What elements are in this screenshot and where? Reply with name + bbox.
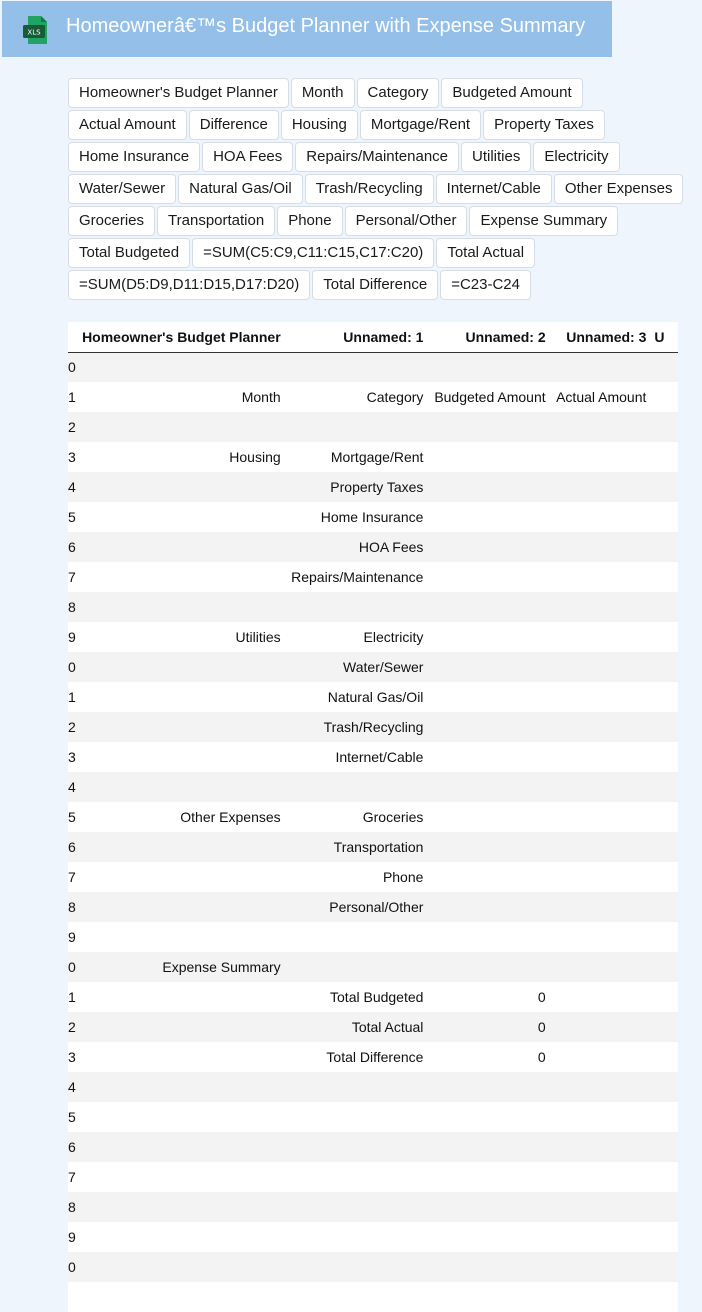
cell[interactable] — [427, 1252, 549, 1282]
table-header-row — [68, 322, 678, 352]
row-index-label: 0 — [68, 359, 76, 376]
cell[interactable] — [78, 652, 285, 682]
cell[interactable]: 0 — [537, 989, 546, 1005]
cell[interactable] — [650, 1012, 678, 1042]
cell[interactable] — [78, 352, 285, 382]
header-chip[interactable]: Category — [357, 78, 440, 108]
cell[interactable]: Groceries — [362, 809, 424, 825]
column-header[interactable]: Unnamed: 3 — [550, 322, 651, 352]
row-index-label: 6 — [68, 1139, 76, 1155]
cell[interactable] — [427, 1282, 549, 1312]
cell[interactable] — [427, 832, 549, 862]
table-row — [68, 982, 678, 1012]
row-index — [68, 982, 78, 1012]
row-index-label: 5 — [68, 809, 76, 825]
cell[interactable] — [427, 532, 549, 562]
table-row — [68, 532, 678, 562]
row-index — [68, 802, 78, 832]
table-row — [68, 772, 678, 802]
cell[interactable] — [285, 412, 428, 442]
table-row — [68, 592, 678, 622]
cell[interactable] — [427, 802, 549, 832]
cell[interactable]: Category — [366, 389, 424, 405]
row-index — [68, 532, 78, 562]
cell[interactable] — [550, 922, 651, 952]
cell[interactable] — [427, 562, 549, 592]
row-index — [68, 592, 78, 622]
cell[interactable] — [550, 442, 651, 472]
row-index — [68, 772, 78, 802]
data-table-panel[interactable] — [68, 322, 678, 1292]
cell[interactable]: Actual Amount — [556, 389, 647, 405]
cell[interactable] — [550, 682, 651, 712]
cell[interactable] — [650, 1162, 678, 1192]
cell[interactable]: Budgeted Amount — [434, 389, 546, 405]
table-row — [68, 1282, 678, 1312]
cell[interactable] — [78, 1192, 285, 1222]
header-chip[interactable]: Actual Amount — [68, 110, 187, 140]
cell[interactable] — [78, 1162, 285, 1192]
cell[interactable] — [285, 1282, 428, 1312]
cell[interactable] — [550, 742, 651, 772]
cell[interactable] — [427, 1102, 549, 1132]
row-index — [68, 412, 78, 442]
header-chip[interactable]: Homeowner's Budget Planner — [68, 78, 289, 108]
cell[interactable] — [550, 1222, 651, 1252]
table-row — [68, 892, 678, 922]
data-table — [68, 322, 678, 1312]
cell[interactable] — [78, 472, 285, 502]
table-row — [68, 1132, 678, 1162]
row-index — [68, 712, 78, 742]
cell[interactable] — [78, 412, 285, 442]
cell[interactable] — [650, 952, 678, 982]
cell[interactable]: Expense Summary — [162, 959, 281, 975]
row-index-label: 7 — [68, 569, 76, 585]
cell[interactable]: Natural Gas/Oil — [327, 689, 424, 705]
cell[interactable] — [427, 742, 549, 772]
row-index-label: 8 — [68, 1199, 76, 1215]
cell[interactable]: Total Budgeted — [330, 989, 424, 1005]
cell[interactable] — [650, 982, 678, 1012]
cell[interactable] — [427, 442, 549, 472]
cell[interactable] — [650, 1222, 678, 1252]
cell[interactable] — [285, 952, 428, 982]
header-chip[interactable]: Total Difference — [312, 270, 438, 300]
table-row — [68, 502, 678, 532]
cell[interactable]: Phone — [382, 869, 424, 885]
cell[interactable] — [427, 922, 549, 952]
row-index-label: 2 — [68, 1019, 76, 1035]
header-chip[interactable]: Electricity — [533, 142, 619, 172]
table-row — [68, 1222, 678, 1252]
row-index-label: 1 — [68, 989, 76, 1005]
header-chip[interactable]: Total Actual — [436, 238, 535, 268]
header-chip[interactable]: Difference — [189, 110, 279, 140]
cell[interactable] — [550, 1132, 651, 1162]
cell[interactable] — [427, 1132, 549, 1162]
table-row — [68, 862, 678, 892]
cell[interactable] — [650, 532, 678, 562]
cell[interactable] — [650, 592, 678, 622]
row-index — [68, 952, 78, 982]
table-row — [68, 1042, 678, 1072]
cell[interactable]: Trash/Recycling — [323, 719, 424, 735]
row-index — [68, 442, 78, 472]
cell[interactable] — [550, 772, 651, 802]
row-index — [68, 1222, 78, 1252]
cell[interactable]: Housing — [229, 449, 281, 465]
cell[interactable] — [550, 352, 651, 382]
row-index-label: 8 — [68, 899, 76, 915]
cell[interactable] — [285, 1222, 428, 1252]
header-chip[interactable]: Mortgage/Rent — [360, 110, 481, 140]
row-index — [68, 382, 78, 412]
row-index-label: 0 — [68, 1259, 76, 1275]
cell[interactable]: Mortgage/Rent — [330, 449, 424, 465]
cell[interactable] — [650, 502, 678, 532]
cell[interactable] — [427, 502, 549, 532]
cell[interactable]: Total Difference — [326, 1049, 424, 1065]
row-index-label: 5 — [68, 1109, 76, 1125]
cell[interactable] — [550, 802, 651, 832]
cell[interactable]: Repairs/Maintenance — [291, 569, 424, 585]
cell[interactable] — [427, 682, 549, 712]
table-row — [68, 622, 678, 652]
cell[interactable] — [285, 1102, 428, 1132]
cell[interactable] — [550, 1102, 651, 1132]
cell[interactable]: Utilities — [235, 629, 281, 645]
header-chip[interactable]: Groceries — [68, 206, 155, 236]
row-index — [68, 472, 78, 502]
header-chip[interactable]: Trash/Recycling — [305, 174, 434, 204]
cell[interactable] — [650, 1282, 678, 1312]
cell[interactable] — [427, 892, 549, 922]
cell[interactable] — [78, 562, 285, 592]
cell[interactable] — [650, 1042, 678, 1072]
cell[interactable] — [285, 1192, 428, 1222]
cell[interactable]: Home Insurance — [320, 509, 424, 525]
row-index — [68, 352, 78, 382]
cell[interactable] — [78, 742, 285, 772]
cell[interactable]: Other Expenses — [180, 809, 281, 825]
row-index — [68, 1042, 78, 1072]
cell[interactable] — [650, 1102, 678, 1132]
row-index-label: 9 — [68, 629, 76, 645]
cell[interactable] — [550, 1072, 651, 1102]
table-row — [68, 412, 678, 442]
row-index-label: 9 — [68, 1229, 76, 1245]
cell[interactable] — [427, 712, 549, 742]
row-index-label: 4 — [68, 1079, 76, 1095]
row-index-label: 2 — [68, 419, 76, 435]
row-index-label: 0 — [68, 659, 76, 675]
cell[interactable]: Property Taxes — [330, 479, 424, 495]
cell[interactable] — [78, 832, 285, 862]
cell[interactable] — [78, 1222, 285, 1252]
header-chip[interactable]: Expense Summary — [469, 206, 618, 236]
cell[interactable] — [427, 652, 549, 682]
table-row — [68, 1102, 678, 1132]
cell[interactable] — [650, 472, 678, 502]
cell[interactable]: Transportation — [333, 839, 424, 855]
row-index — [68, 1282, 78, 1312]
header-chip[interactable]: Personal/Other — [345, 206, 468, 236]
cell[interactable] — [78, 1042, 285, 1072]
header-chip[interactable]: Natural Gas/Oil — [178, 174, 303, 204]
table-row — [68, 442, 678, 472]
cell[interactable] — [650, 1192, 678, 1222]
header-chip[interactable]: Home Insurance — [68, 142, 200, 172]
cell[interactable] — [550, 952, 651, 982]
header-chip[interactable]: Other Expenses — [554, 174, 684, 204]
row-index — [68, 682, 78, 712]
row-index-label: 3 — [68, 749, 76, 765]
cell[interactable] — [550, 532, 651, 562]
cell[interactable] — [78, 862, 285, 892]
header-chip[interactable]: Utilities — [461, 142, 531, 172]
cell[interactable] — [427, 472, 549, 502]
cell[interactable] — [285, 1132, 428, 1162]
cell[interactable] — [285, 1252, 428, 1282]
cell[interactable] — [650, 442, 678, 472]
row-index — [68, 862, 78, 892]
cell[interactable] — [78, 922, 285, 952]
cell[interactable] — [550, 1192, 651, 1222]
cell[interactable] — [78, 712, 285, 742]
header-chip[interactable]: =C23-C24 — [440, 270, 531, 300]
cell[interactable] — [78, 1132, 285, 1162]
table-row — [68, 382, 678, 412]
cell[interactable] — [78, 1072, 285, 1102]
cell[interactable]: Water/Sewer — [343, 659, 424, 675]
cell[interactable]: 0 — [537, 1019, 546, 1035]
header-chip[interactable]: Water/Sewer — [68, 174, 176, 204]
cell[interactable] — [650, 652, 678, 682]
header-chip[interactable]: =SUM(C5:C9,C11:C15,C17:C20) — [192, 238, 434, 268]
cell[interactable] — [78, 1282, 285, 1312]
table-row — [68, 1252, 678, 1282]
cell[interactable] — [650, 682, 678, 712]
row-index-label: 6 — [68, 539, 76, 555]
cell[interactable] — [650, 562, 678, 592]
row-index-label: 0 — [68, 959, 76, 975]
cell[interactable] — [550, 892, 651, 922]
cell[interactable] — [650, 802, 678, 832]
row-index — [68, 1132, 78, 1162]
row-index-label: 1 — [68, 389, 76, 405]
table-row — [68, 352, 678, 382]
table-row — [68, 652, 678, 682]
cell[interactable] — [550, 712, 651, 742]
cell[interactable] — [550, 652, 651, 682]
cell[interactable] — [650, 1132, 678, 1162]
header-chip[interactable]: Budgeted Amount — [441, 78, 582, 108]
table-row — [68, 952, 678, 982]
row-index-label: 3 — [68, 1049, 76, 1065]
header-chip[interactable]: Repairs/Maintenance — [295, 142, 459, 172]
header-chip-list — [68, 78, 688, 300]
table-row — [68, 562, 678, 592]
cell[interactable] — [550, 832, 651, 862]
table-row — [68, 682, 678, 712]
cell[interactable] — [78, 592, 285, 622]
row-index-label: 8 — [68, 599, 76, 615]
row-index — [68, 622, 78, 652]
header-chip[interactable]: Housing — [281, 110, 358, 140]
cell[interactable] — [650, 382, 678, 412]
title-bar — [2, 1, 612, 57]
table-row — [68, 742, 678, 772]
table-row — [68, 1162, 678, 1192]
cell[interactable] — [650, 712, 678, 742]
cell[interactable] — [550, 622, 651, 652]
cell[interactable] — [78, 982, 285, 1012]
row-index — [68, 742, 78, 772]
cell[interactable] — [650, 1252, 678, 1282]
cell[interactable] — [650, 742, 678, 772]
cell[interactable] — [427, 1222, 549, 1252]
cell[interactable] — [550, 1012, 651, 1042]
cell[interactable] — [550, 982, 651, 1012]
cell[interactable] — [427, 592, 549, 622]
cell[interactable] — [550, 1252, 651, 1282]
row-index — [68, 1162, 78, 1192]
cell[interactable] — [78, 532, 285, 562]
row-index-label: 9 — [68, 929, 76, 945]
cell[interactable]: Personal/Other — [329, 899, 424, 915]
column-header[interactable]: Unnamed: 2 — [427, 322, 549, 352]
column-header[interactable]: Unnamed: 1 — [285, 322, 428, 352]
cell[interactable] — [650, 412, 678, 442]
row-index — [68, 1072, 78, 1102]
cell[interactable] — [78, 892, 285, 922]
header-chip[interactable]: Total Budgeted — [68, 238, 190, 268]
header-chip[interactable]: Internet/Cable — [436, 174, 552, 204]
index-header — [68, 322, 78, 352]
cell[interactable] — [550, 1162, 651, 1192]
row-index-label: 6 — [68, 839, 76, 855]
row-index — [68, 892, 78, 922]
table-row — [68, 832, 678, 862]
cell[interactable] — [550, 592, 651, 622]
header-chip[interactable]: Property Taxes — [483, 110, 605, 140]
window-title: Homeownerâ€™s Budget Planner with Expense Summary — [66, 15, 586, 37]
cell[interactable] — [427, 1192, 549, 1222]
cell[interactable] — [650, 772, 678, 802]
cell[interactable] — [78, 682, 285, 712]
column-header[interactable]: U — [650, 322, 678, 352]
table-row — [68, 802, 678, 832]
row-index-label: 4 — [68, 779, 76, 795]
table-row — [68, 712, 678, 742]
table-row — [68, 922, 678, 952]
cell[interactable] — [285, 922, 428, 952]
header-chip[interactable]: =SUM(D5:D9,D11:D15,D17:D20) — [68, 270, 310, 300]
cell[interactable] — [427, 952, 549, 982]
cell[interactable] — [427, 1162, 549, 1192]
cell[interactable] — [427, 412, 549, 442]
cell[interactable] — [78, 1252, 285, 1282]
cell[interactable] — [650, 1072, 678, 1102]
cell[interactable] — [550, 412, 651, 442]
cell[interactable] — [650, 922, 678, 952]
header-chip[interactable]: Transportation — [157, 206, 275, 236]
cell[interactable] — [650, 862, 678, 892]
cell[interactable] — [285, 352, 428, 382]
table-row — [68, 1072, 678, 1102]
row-index — [68, 502, 78, 532]
cell[interactable] — [550, 472, 651, 502]
row-index — [68, 1102, 78, 1132]
row-index — [68, 1192, 78, 1222]
row-index — [68, 1012, 78, 1042]
cell[interactable] — [78, 1102, 285, 1132]
row-index-label: 7 — [68, 869, 76, 885]
row-index — [68, 1252, 78, 1282]
cell[interactable] — [427, 862, 549, 892]
cell[interactable] — [550, 562, 651, 592]
cell[interactable] — [78, 502, 285, 532]
cell[interactable] — [650, 832, 678, 862]
table-row — [68, 1012, 678, 1042]
cell[interactable] — [285, 772, 428, 802]
header-chip[interactable]: Phone — [277, 206, 342, 236]
column-header[interactable]: Homeowner's Budget Planner — [78, 322, 285, 352]
cell[interactable]: HOA Fees — [358, 539, 424, 555]
cell[interactable] — [550, 1282, 651, 1312]
cell[interactable] — [285, 1072, 428, 1102]
cell[interactable] — [550, 862, 651, 892]
table-row — [68, 1192, 678, 1222]
excel-file-icon — [20, 14, 52, 46]
table-row — [68, 472, 678, 502]
row-index — [68, 562, 78, 592]
cell[interactable] — [78, 1012, 285, 1042]
cell[interactable]: Total Actual — [351, 1019, 424, 1035]
row-index-label: 3 — [68, 449, 76, 465]
cell[interactable] — [427, 1072, 549, 1102]
cell[interactable] — [650, 892, 678, 922]
cell[interactable] — [285, 1162, 428, 1192]
cell[interactable]: Electricity — [363, 629, 424, 645]
cell[interactable] — [427, 352, 549, 382]
excel-icon-label: XLS — [27, 28, 41, 37]
row-index-label: 5 — [68, 509, 76, 525]
cell[interactable]: Internet/Cable — [335, 749, 424, 765]
header-chip[interactable]: HOA Fees — [202, 142, 293, 172]
cell[interactable] — [285, 592, 428, 622]
cell[interactable] — [550, 502, 651, 532]
cell[interactable] — [550, 1042, 651, 1072]
cell[interactable] — [427, 772, 549, 802]
row-index-label: 7 — [68, 1169, 76, 1185]
row-index — [68, 652, 78, 682]
row-index-label: 4 — [68, 479, 76, 495]
row-index-label: 1 — [68, 689, 76, 705]
row-index — [68, 922, 78, 952]
cell[interactable]: Month — [241, 389, 281, 405]
row-index-label: 2 — [68, 719, 76, 735]
cell[interactable] — [78, 772, 285, 802]
row-index — [68, 832, 78, 862]
cell[interactable] — [650, 622, 678, 652]
cell[interactable]: 0 — [537, 1049, 546, 1065]
cell[interactable] — [650, 352, 678, 382]
header-chip[interactable]: Month — [291, 78, 355, 108]
cell[interactable] — [427, 622, 549, 652]
